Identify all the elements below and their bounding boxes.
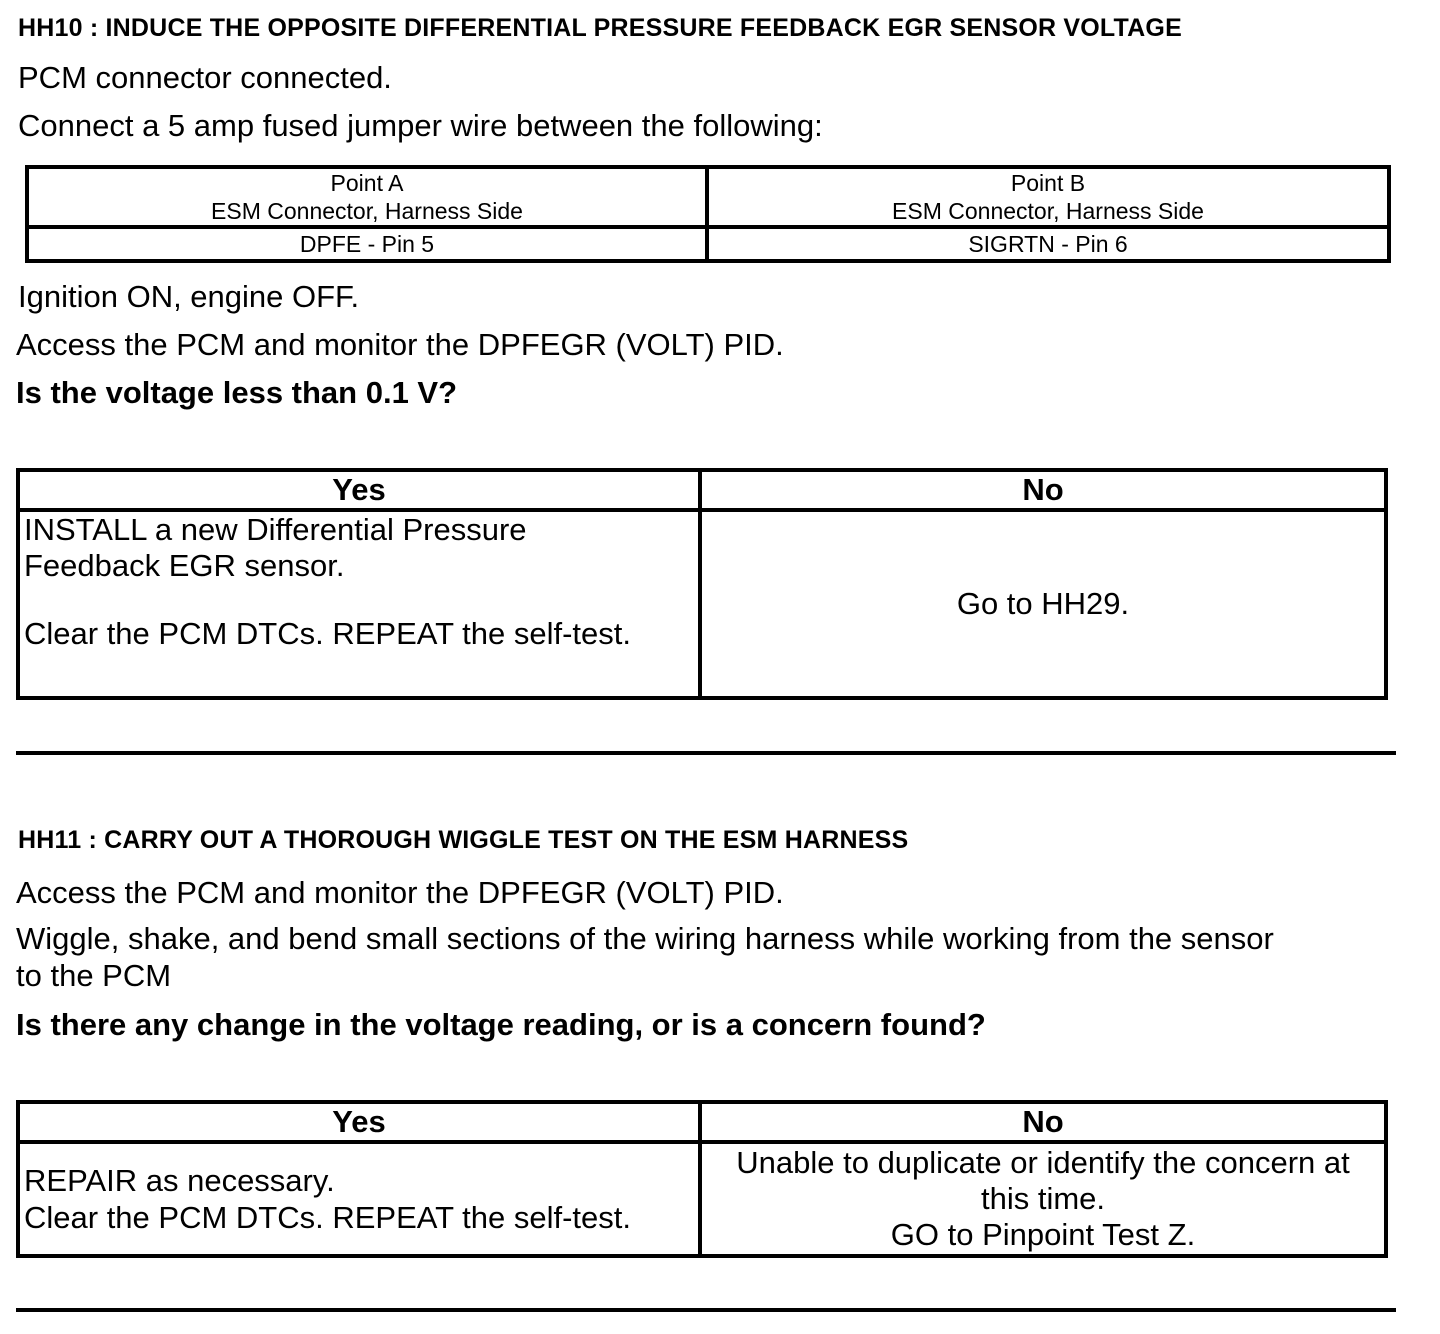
hh11-yes-cell (18, 1142, 700, 1256)
hh11-yes-text-1: REPAIR as necessary. (24, 1163, 335, 1198)
point-a-label: Point A (330, 170, 404, 196)
hh10-yes-text-2: Feedback EGR sensor. (24, 548, 345, 583)
hh11-no-text-2: this time. (980, 1181, 1106, 1216)
hh11-question: Is there any change in the voltage reading, or is a concern found? (16, 1007, 986, 1042)
hh11-instruction-2a: Wiggle, shake, and bend small sections of the wiring harness while working from the sensor (16, 921, 1274, 956)
bottom-divider (16, 1308, 1396, 1312)
point-b-connector: ESM Connector, Harness Side (892, 198, 1204, 224)
hh10-no-text: Go to HH29. (956, 586, 1130, 621)
hh10-result-header-row (18, 470, 1386, 510)
hh10-question: Is the voltage less than 0.1 V? (16, 375, 458, 410)
hh11-no-header: No (700, 1102, 1386, 1142)
point-b-value: SIGRTN - Pin 6 (707, 227, 1389, 261)
hh10-instruction-3: Ignition ON, engine OFF. (18, 279, 360, 314)
hh10-yes-cell (18, 510, 700, 698)
hh11-no-text-3: GO to Pinpoint Test Z. (890, 1217, 1196, 1252)
hh10-yes-header: Yes (18, 470, 700, 510)
section-divider (16, 751, 1396, 755)
hh11-yes-text-2: Clear the PCM DTCs. REPEAT the self-test. (24, 1200, 631, 1235)
connection-value-row (27, 227, 1389, 261)
hh10-instruction-2: Connect a 5 amp fused jumper wire between the following: (18, 108, 823, 143)
hh11-instruction-1: Access the PCM and monitor the DPFEGR (VOLT) PID. (16, 875, 784, 910)
point-a-connector: ESM Connector, Harness Side (211, 198, 523, 224)
point-a-value: DPFE - Pin 5 (27, 227, 707, 261)
point-b-header-cell (707, 167, 1389, 227)
jumper-connection-table (25, 165, 1391, 263)
hh11-result-body-row (18, 1142, 1386, 1256)
hh11-no-cell (700, 1142, 1386, 1256)
hh11-no-text-1: Unable to duplicate or identify the concern at (736, 1145, 1350, 1180)
hh11-result-table (16, 1100, 1388, 1258)
hh11-yes-header: Yes (18, 1102, 700, 1142)
hh10-no-cell (700, 510, 1386, 698)
connection-header-row (27, 167, 1389, 227)
hh11-instruction-2b: to the PCM (16, 958, 172, 993)
hh10-yes-text-1: INSTALL a new Differential Pressure (24, 512, 527, 547)
hh10-yes-text-3: Clear the PCM DTCs. REPEAT the self-test. (24, 616, 631, 651)
hh10-instruction-4: Access the PCM and monitor the DPFEGR (VOLT) PID. (16, 327, 784, 362)
point-b-label: Point B (1010, 170, 1086, 196)
hh10-result-table (16, 468, 1388, 700)
hh11-title: HH11 : CARRY OUT A THOROUGH WIGGLE TEST ON THE ESM HARNESS (18, 826, 909, 854)
hh11-result-header-row (18, 1102, 1386, 1142)
hh10-result-body-row (18, 510, 1386, 698)
hh10-instruction-1: PCM connector connected. (18, 60, 392, 95)
hh10-title: HH10 : INDUCE THE OPPOSITE DIFFERENTIAL PRESSURE FEEDBACK EGR SENSOR VOLTAGE (18, 14, 1182, 42)
hh10-no-header: No (700, 470, 1386, 510)
point-a-header-cell (27, 167, 707, 227)
